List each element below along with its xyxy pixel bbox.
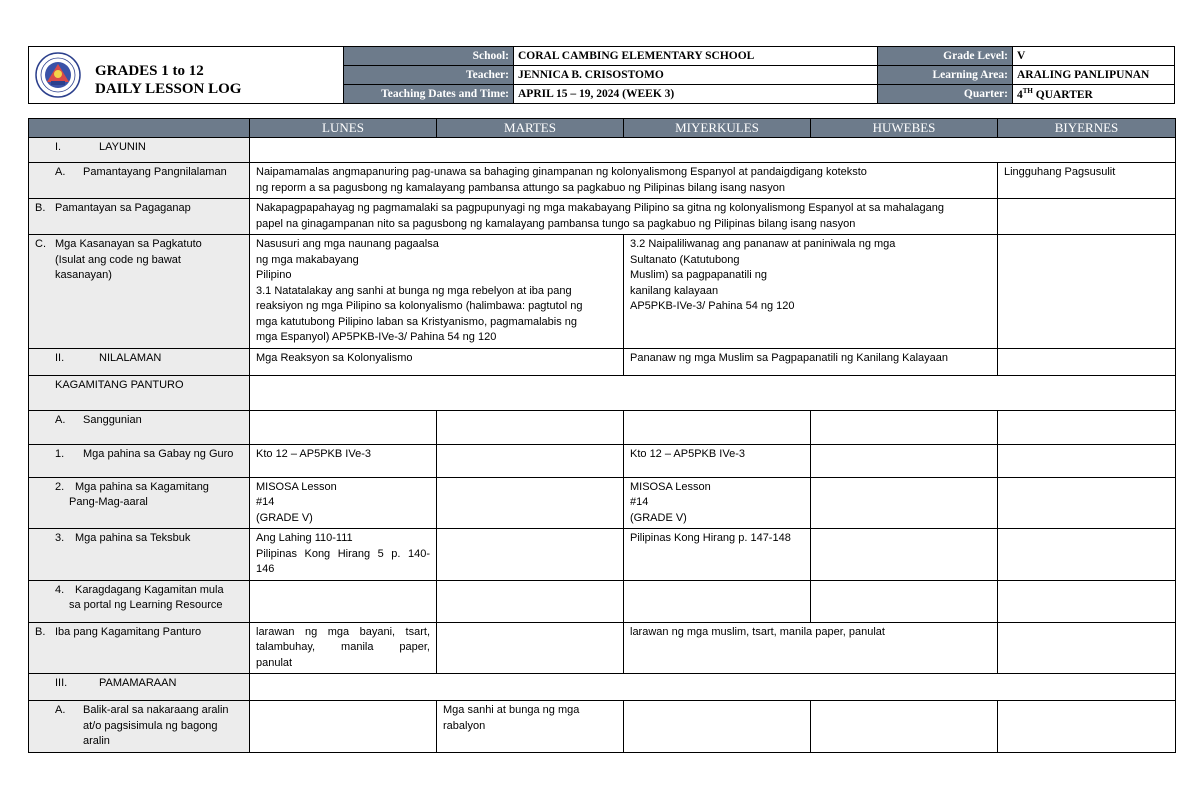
teksbuk-biyernes <box>998 529 1176 581</box>
gabay-guro-miyerkules: Kto 12 – AP5PKB IVe-3 <box>624 444 811 477</box>
row-label-balik-aral: A. Balik-aral sa nakaraang aralin at/o pagsisimula ng bagong aralin <box>29 701 250 753</box>
kasanayan-miyerkules: 3.2 Naipaliliwanag ang pananaw at paniniwala ng mga Sultanato (Katutubong Muslim) sa pagpapanatili ng kanilang kalayaan AP5PKB-IVe-3/ Pahina 54 ng 120 <box>624 235 998 349</box>
title-line-1: GRADES 1 to 12 <box>95 63 204 79</box>
grade-level-label: Grade Level: <box>878 47 1013 66</box>
iba-pang-kagamitan-lunes: larawan ng mga bayani, tsart, talambuhay, manila paper, panulat <box>250 622 437 674</box>
day-header-miyerkules: MIYERKULES <box>624 119 811 138</box>
teaching-dates-value: APRIL 15 – 19, 2024 (WEEK 3) <box>514 85 878 104</box>
quarter-label: Quarter: <box>878 85 1013 104</box>
karagdagang-biyernes <box>998 580 1176 622</box>
teksbuk-huwebes <box>811 529 998 581</box>
kagamitang-mag-aaral-biyernes <box>998 477 1176 529</box>
karagdagang-miyerkules <box>624 580 811 622</box>
teksbuk-miyerkules: Pilipinas Kong Hirang p. 147-148 <box>624 529 811 581</box>
iba-pang-kagamitan-martes <box>437 622 624 674</box>
row-label-kagamitang-mag-aaral: 2. Mga pahina sa Kagamitang Pang-Mag-aaral <box>29 477 250 529</box>
sanggunian-huwebes <box>811 410 998 444</box>
kasanayan-lunes: Nasusuri ang mga naunang pagaalsa ng mga makabayang Pilipino 3.1 Natatalakay ang sanhi at bunga ng mga rebelyon at iba pang reaksiyon ng mga Pilipino sa kolonyalismo (halimbawa: pagtutol ng mga katutubong Pilipino laban sa Kristyanismo, pagmamalabis ng mga Espanyol) AP5PKB-IVe-3/ Pahina 54 ng 120 <box>250 235 624 349</box>
learning-area-label: Learning Area: <box>878 66 1013 85</box>
balik-aral-miyerkules <box>624 701 811 753</box>
table-row <box>29 199 1176 235</box>
gabay-guro-lunes: Kto 12 – AP5PKB IVe-3 <box>250 444 437 477</box>
balik-aral-lunes <box>250 701 437 753</box>
header-title-cell <box>29 47 344 104</box>
gabay-guro-martes <box>437 444 624 477</box>
table-row <box>29 235 1176 349</box>
header-blank-cell <box>29 119 250 138</box>
row-label-teksbuk: 3. Mga pahina sa Teksbuk <box>29 529 250 581</box>
table-row <box>29 622 1176 674</box>
title-line-2: DAILY LESSON LOG <box>95 81 242 97</box>
day-header-huwebes: HUWEBES <box>811 119 998 138</box>
row-label-karagdagang: 4. Karagdagang Kagamitan mula sa portal ng Learning Resource <box>29 580 250 622</box>
table-row <box>29 375 1176 410</box>
iba-pang-kagamitan-miyerkules: larawan ng mga muslim, tsart, manila paper, panulat <box>624 622 998 674</box>
balik-aral-huwebes <box>811 701 998 753</box>
table-row <box>29 348 1176 375</box>
row-label-iba-pang-kagamitan: B. Iba pang Kagamitang Panturo <box>29 622 250 674</box>
gabay-guro-biyernes <box>998 444 1176 477</box>
row-label-layunin: I. LAYUNIN <box>29 138 250 163</box>
kagamitang-mag-aaral-lunes: MISOSA Lesson #14 (GRADE V) <box>250 477 437 529</box>
sanggunian-lunes <box>250 410 437 444</box>
kagamitang-mag-aaral-miyerkules: MISOSA Lesson #14 (GRADE V) <box>624 477 811 529</box>
layunin-content <box>250 138 1176 163</box>
row-label-nilalaman: II. NILALAMAN <box>29 348 250 375</box>
day-header-biyernes: BIYERNES <box>998 119 1176 138</box>
table-row <box>29 410 1176 444</box>
row-label-sanggunian: A. Sanggunian <box>29 410 250 444</box>
teksbuk-lunes: Ang Lahing 110-111 Pilipinas Kong Hirang 5 p. 140- 146 <box>250 529 437 581</box>
teacher-label: Teacher: <box>344 66 514 85</box>
kagamitang-mag-aaral-huwebes <box>811 477 998 529</box>
learning-area-value: ARALING PANLIPUNAN <box>1013 66 1175 85</box>
pamamaraan-content <box>250 674 1176 701</box>
day-header-lunes: LUNES <box>250 119 437 138</box>
nilalaman-biyernes <box>998 348 1176 375</box>
sanggunian-martes <box>437 410 624 444</box>
sanggunian-miyerkules <box>624 410 811 444</box>
table-row <box>29 701 1176 753</box>
quarter-value: 4TH QUARTER <box>1013 85 1175 104</box>
table-row <box>29 138 1176 163</box>
table-row <box>29 163 1176 199</box>
balik-aral-biyernes <box>998 701 1176 753</box>
karagdagang-martes <box>437 580 624 622</box>
school-label: School: <box>344 47 514 66</box>
row-label-pamamaraan: III. PAMAMARAAN <box>29 674 250 701</box>
row-label-gabay-guro: 1. Mga pahina sa Gabay ng Guro <box>29 444 250 477</box>
deped-seal-icon <box>35 52 81 98</box>
pamantayan-sa-pagaganap-biyernes <box>998 199 1176 235</box>
table-row <box>29 580 1176 622</box>
lesson-log-table <box>28 118 1176 753</box>
grade-level-value: V <box>1013 47 1175 66</box>
sanggunian-biyernes <box>998 410 1176 444</box>
nilalaman-miyerkules: Pananaw ng mga Muslim sa Pagpapanatili ng Kanilang Kalayaan <box>624 348 998 375</box>
kagamitang-panturo-content <box>250 375 1176 410</box>
row-label-kasanayan: C. Mga Kasanayan sa Pagkatuto (Isulat ang code ng bawat kasanayan) <box>29 235 250 349</box>
row-label-kagamitang-panturo: KAGAMITANG PANTURO <box>29 375 250 410</box>
row-label-pamantayan-sa-pagaganap: B. Pamantayan sa Pagaganap <box>29 199 250 235</box>
nilalaman-lunes: Mga Reaksyon sa Kolonyalismo <box>250 348 624 375</box>
table-row <box>29 529 1176 581</box>
pamantayan-sa-pagaganap-content: Nakapagpapahayag ng pagmamalaki sa pagpupunyagi ng mga makabayang Pilipino sa gitna ng kolonyalismong Espanyol at sa mahalagang papel na ginagampanan nito sa pagusbong ng kamalayang pambansa tungo sa pagkabuo ng Pilipinas bilang isang nasyon <box>250 199 998 235</box>
karagdagang-lunes <box>250 580 437 622</box>
pamantayang-pangnilalaman-biyernes: Lingguhang Pagsusulit <box>998 163 1176 199</box>
balik-aral-martes: Mga sanhi at bunga ng mga rabalyon <box>437 701 624 753</box>
table-row <box>29 444 1176 477</box>
table-row <box>29 674 1176 701</box>
kagamitang-mag-aaral-martes <box>437 477 624 529</box>
row-label-pamantayang-pangnilalaman: A. Pamantayang Pangnilalaman <box>29 163 250 199</box>
day-header-martes: MARTES <box>437 119 624 138</box>
teaching-dates-label: Teaching Dates and Time: <box>344 85 514 104</box>
karagdagang-huwebes <box>811 580 998 622</box>
pamantayang-pangnilalaman-content: Naipamamalas angmapanuring pag-unawa sa bahaging ginampanan ng kolonyalismong Espanyol at pandaigdigang koteksto ng reporm a sa pagusbong ng kamalayang pambansa attungo sa pagkabuo ng Pilipinas bilang isang nasyon <box>250 163 998 199</box>
table-row <box>29 477 1176 529</box>
school-value: CORAL CAMBING ELEMENTARY SCHOOL <box>514 47 878 66</box>
teksbuk-martes <box>437 529 624 581</box>
iba-pang-kagamitan-biyernes <box>998 622 1176 674</box>
gabay-guro-huwebes <box>811 444 998 477</box>
teacher-value: JENNICA B. CRISOSTOMO <box>514 66 878 85</box>
header-table <box>28 46 1175 104</box>
kasanayan-biyernes <box>998 235 1176 349</box>
